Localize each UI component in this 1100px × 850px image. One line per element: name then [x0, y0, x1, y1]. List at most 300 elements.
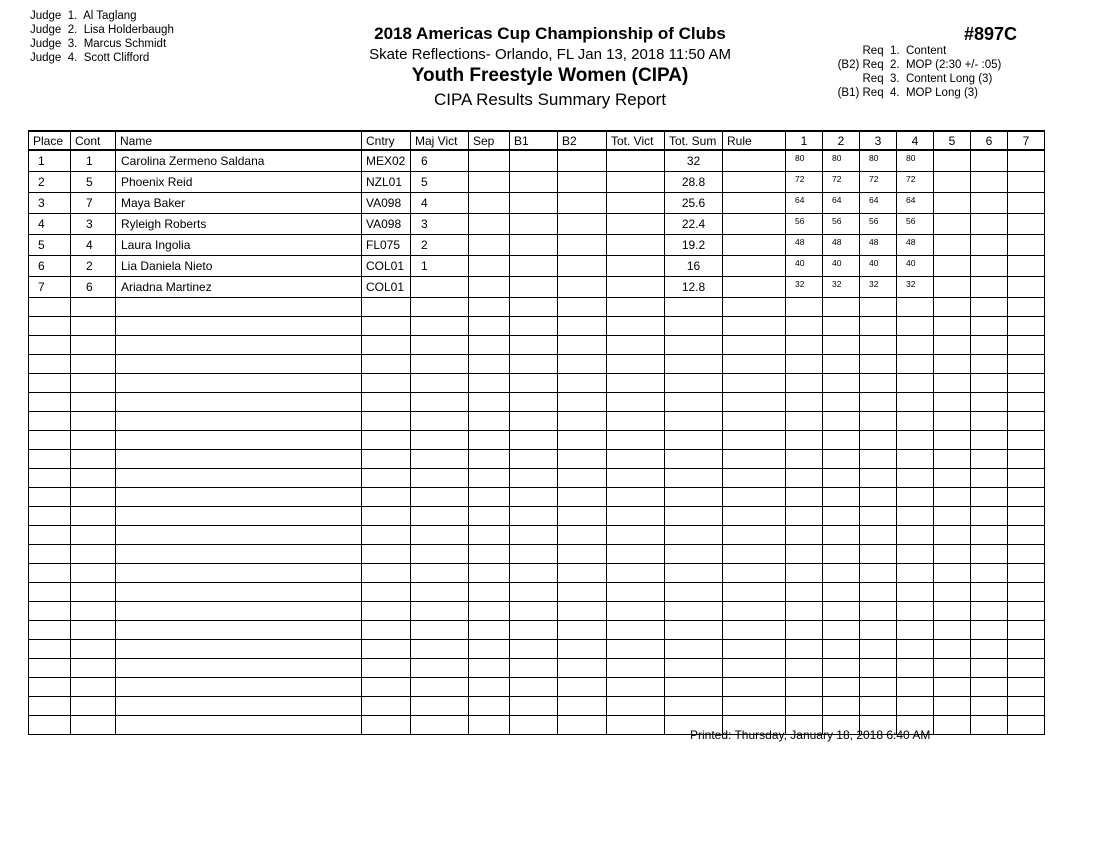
- table-cell: [723, 659, 786, 678]
- table-cell: [860, 526, 897, 545]
- table-cell: [934, 374, 971, 393]
- table-cell: [362, 507, 411, 526]
- table-cell: [723, 583, 786, 602]
- table-cell: [860, 412, 897, 431]
- report-title: CIPA Results Summary Report: [433, 90, 667, 109]
- table-cell: [510, 697, 558, 716]
- table-cell: [116, 716, 362, 735]
- column-header: 5: [934, 131, 971, 150]
- table-cell: 64: [823, 193, 860, 214]
- table-cell: [665, 507, 723, 526]
- table-cell: [1008, 678, 1045, 697]
- table-cell: [29, 355, 71, 374]
- table-cell: Ariadna Martinez: [116, 277, 362, 298]
- table-cell: [510, 659, 558, 678]
- table-cell: [116, 564, 362, 583]
- table-cell: [1008, 393, 1045, 412]
- table-cell: [971, 336, 1008, 355]
- table-cell: [510, 678, 558, 697]
- table-cell: [971, 507, 1008, 526]
- table-cell: [897, 374, 934, 393]
- column-header: 6: [971, 131, 1008, 150]
- table-cell: [411, 602, 469, 621]
- table-cell: [1008, 583, 1045, 602]
- table-cell: [469, 412, 510, 431]
- table-cell: [362, 488, 411, 507]
- table-cell: [29, 602, 71, 621]
- table-cell: [411, 678, 469, 697]
- table-cell: [1008, 214, 1045, 235]
- table-cell: [362, 336, 411, 355]
- table-cell: [823, 374, 860, 393]
- table-cell: [971, 659, 1008, 678]
- table-cell: 48: [786, 235, 823, 256]
- table-cell: [786, 374, 823, 393]
- table-cell: [1008, 431, 1045, 450]
- table-cell: [469, 488, 510, 507]
- table-cell: [116, 355, 362, 374]
- table-cell: [1008, 469, 1045, 488]
- table-cell: [607, 317, 665, 336]
- table-cell: [71, 488, 116, 507]
- table-cell: 64: [860, 193, 897, 214]
- table-cell: [71, 374, 116, 393]
- table-cell: [469, 256, 510, 277]
- table-cell: [29, 317, 71, 336]
- table-cell: [723, 450, 786, 469]
- table-cell: [860, 488, 897, 507]
- table-cell: [860, 298, 897, 317]
- table-cell: [971, 716, 1008, 735]
- table-cell: [510, 488, 558, 507]
- table-cell: [823, 697, 860, 716]
- table-cell: 2: [29, 172, 71, 193]
- table-cell: [362, 621, 411, 640]
- table-cell: [558, 150, 607, 172]
- table-cell: [510, 277, 558, 298]
- table-cell: [860, 317, 897, 336]
- table-cell: [116, 450, 362, 469]
- table-cell: [116, 393, 362, 412]
- table-cell: 1: [29, 150, 71, 172]
- table-cell: [116, 602, 362, 621]
- table-cell: [786, 659, 823, 678]
- table-cell: [469, 507, 510, 526]
- table-cell: [823, 469, 860, 488]
- table-cell: [510, 716, 558, 735]
- table-cell: 80: [786, 150, 823, 172]
- table-cell: [411, 564, 469, 583]
- table-cell: Laura Ingolia: [116, 235, 362, 256]
- table-cell: [897, 355, 934, 374]
- table-cell: [971, 583, 1008, 602]
- table-cell: [411, 431, 469, 450]
- table-cell: [362, 716, 411, 735]
- table-cell: [934, 545, 971, 564]
- table-cell: [116, 526, 362, 545]
- table-cell: [362, 355, 411, 374]
- table-cell: [558, 697, 607, 716]
- table-cell: [971, 214, 1008, 235]
- table-cell: [607, 412, 665, 431]
- table-cell: [786, 450, 823, 469]
- table-cell: 40: [786, 256, 823, 277]
- table-cell: [510, 355, 558, 374]
- table-cell: [971, 277, 1008, 298]
- table-cell: [362, 640, 411, 659]
- table-cell: [411, 450, 469, 469]
- table-cell: [723, 193, 786, 214]
- table-cell: [411, 659, 469, 678]
- table-cell: [411, 583, 469, 602]
- table-cell: [1008, 355, 1045, 374]
- table-cell: 72: [786, 172, 823, 193]
- table-cell: [411, 545, 469, 564]
- table-cell: [607, 659, 665, 678]
- table-row: [29, 374, 1045, 393]
- table-cell: [723, 355, 786, 374]
- table-cell: [71, 317, 116, 336]
- judge-line: Judge 4. Scott Clifford: [30, 52, 150, 64]
- table-cell: [1008, 488, 1045, 507]
- table-cell: 6: [71, 277, 116, 298]
- column-header: 4: [897, 131, 934, 150]
- table-cell: [510, 150, 558, 172]
- table-cell: [510, 602, 558, 621]
- table-cell: [469, 583, 510, 602]
- table-cell: [607, 214, 665, 235]
- table-cell: [607, 640, 665, 659]
- table-cell: [971, 235, 1008, 256]
- table-cell: [29, 526, 71, 545]
- table-cell: [934, 678, 971, 697]
- table-cell: [510, 374, 558, 393]
- table-cell: [860, 659, 897, 678]
- table-cell: [934, 277, 971, 298]
- table-cell: [607, 150, 665, 172]
- table-cell: [362, 697, 411, 716]
- table-cell: [971, 621, 1008, 640]
- table-cell: [860, 374, 897, 393]
- table-cell: 4: [29, 214, 71, 235]
- table-cell: [469, 640, 510, 659]
- table-cell: [897, 393, 934, 412]
- table-row: [29, 545, 1045, 564]
- table-cell: [469, 659, 510, 678]
- table-cell: [362, 678, 411, 697]
- table-cell: [665, 602, 723, 621]
- table-cell: [786, 336, 823, 355]
- table-cell: [934, 193, 971, 214]
- table-row: [29, 172, 1045, 193]
- table-cell: [823, 431, 860, 450]
- table-cell: [786, 412, 823, 431]
- table-cell: [71, 412, 116, 431]
- table-cell: [1008, 336, 1045, 355]
- table-cell: [723, 602, 786, 621]
- table-cell: [786, 583, 823, 602]
- requirement-label: 4. MOP Long (3): [890, 87, 978, 99]
- table-cell: [723, 317, 786, 336]
- table-cell: [934, 564, 971, 583]
- table-cell: [607, 678, 665, 697]
- table-cell: [510, 583, 558, 602]
- table-cell: [971, 412, 1008, 431]
- table-cell: [1008, 235, 1045, 256]
- table-cell: [786, 431, 823, 450]
- table-cell: [510, 193, 558, 214]
- table-cell: [510, 526, 558, 545]
- table-cell: MEX02: [362, 150, 411, 172]
- table-cell: [786, 697, 823, 716]
- column-header: Tot. Sum: [665, 131, 723, 150]
- table-cell: [897, 526, 934, 545]
- table-cell: [362, 564, 411, 583]
- table-cell: [71, 336, 116, 355]
- table-cell: [897, 507, 934, 526]
- table-cell: [1008, 450, 1045, 469]
- table-cell: [558, 393, 607, 412]
- table-cell: [362, 450, 411, 469]
- table-cell: [971, 298, 1008, 317]
- table-cell: 48: [860, 235, 897, 256]
- table-cell: [29, 545, 71, 564]
- table-cell: [29, 564, 71, 583]
- table-cell: [71, 678, 116, 697]
- table-cell: [823, 678, 860, 697]
- table-cell: 40: [860, 256, 897, 277]
- table-cell: [665, 393, 723, 412]
- column-header: 7: [1008, 131, 1045, 150]
- table-cell: [607, 469, 665, 488]
- table-cell: [971, 488, 1008, 507]
- table-cell: [29, 678, 71, 697]
- table-cell: [71, 583, 116, 602]
- table-cell: [71, 564, 116, 583]
- table-cell: [29, 621, 71, 640]
- table-cell: [558, 172, 607, 193]
- table-cell: [607, 235, 665, 256]
- table-cell: [558, 716, 607, 735]
- table-cell: [934, 488, 971, 507]
- table-cell: [1008, 507, 1045, 526]
- table-cell: [723, 256, 786, 277]
- table-cell: [607, 507, 665, 526]
- table-cell: [934, 214, 971, 235]
- table-cell: 25.6: [665, 193, 723, 214]
- table-cell: [116, 659, 362, 678]
- table-cell: [786, 355, 823, 374]
- table-cell: [558, 621, 607, 640]
- table-cell: [665, 488, 723, 507]
- table-cell: [723, 678, 786, 697]
- table-cell: 6: [411, 150, 469, 172]
- table-cell: [71, 697, 116, 716]
- table-cell: [665, 317, 723, 336]
- table-cell: [860, 507, 897, 526]
- table-cell: [934, 450, 971, 469]
- table-row: [29, 317, 1045, 336]
- table-cell: [934, 317, 971, 336]
- table-row: [29, 393, 1045, 412]
- table-cell: Phoenix Reid: [116, 172, 362, 193]
- table-cell: [362, 431, 411, 450]
- table-cell: 40: [823, 256, 860, 277]
- requirement-line: [838, 44, 1030, 58]
- table-cell: [971, 526, 1008, 545]
- table-cell: [362, 602, 411, 621]
- table-cell: [607, 256, 665, 277]
- table-cell: [934, 526, 971, 545]
- table-cell: [1008, 716, 1045, 735]
- table-cell: [723, 697, 786, 716]
- table-cell: [558, 526, 607, 545]
- table-cell: [71, 545, 116, 564]
- table-cell: [116, 640, 362, 659]
- table-cell: 80: [897, 150, 934, 172]
- table-cell: [362, 298, 411, 317]
- table-cell: [665, 355, 723, 374]
- table-cell: [469, 526, 510, 545]
- table-cell: [823, 602, 860, 621]
- table-cell: [971, 150, 1008, 172]
- table-cell: [786, 507, 823, 526]
- table-cell: [411, 621, 469, 640]
- table-cell: [510, 336, 558, 355]
- table-row: [29, 193, 1045, 214]
- table-cell: [665, 678, 723, 697]
- table-cell: [934, 659, 971, 678]
- table-row: [29, 640, 1045, 659]
- table-cell: [786, 621, 823, 640]
- table-cell: [971, 431, 1008, 450]
- table-cell: [1008, 298, 1045, 317]
- table-row: [29, 277, 1045, 298]
- table-cell: [897, 317, 934, 336]
- table-cell: [71, 450, 116, 469]
- table-cell: Lia Daniela Nieto: [116, 256, 362, 277]
- table-row: [29, 298, 1045, 317]
- table-cell: [558, 256, 607, 277]
- table-cell: [1008, 172, 1045, 193]
- table-cell: [510, 317, 558, 336]
- table-cell: [29, 659, 71, 678]
- table-cell: [934, 336, 971, 355]
- table-cell: [723, 545, 786, 564]
- table-header-row: [29, 131, 1045, 150]
- table-cell: [665, 374, 723, 393]
- table-cell: [116, 507, 362, 526]
- table-cell: 32: [665, 150, 723, 172]
- table-cell: [558, 507, 607, 526]
- table-cell: [823, 355, 860, 374]
- column-header: 1: [786, 131, 823, 150]
- table-cell: [469, 235, 510, 256]
- table-cell: [510, 298, 558, 317]
- table-cell: [665, 431, 723, 450]
- table-row: [29, 450, 1045, 469]
- table-cell: [665, 469, 723, 488]
- table-cell: [510, 450, 558, 469]
- table-row: [29, 412, 1045, 431]
- table-cell: [1008, 526, 1045, 545]
- table-cell: [1008, 374, 1045, 393]
- table-cell: [29, 374, 71, 393]
- table-row: [29, 235, 1045, 256]
- table-cell: 72: [860, 172, 897, 193]
- table-cell: [860, 640, 897, 659]
- table-cell: [934, 583, 971, 602]
- table-cell: [897, 469, 934, 488]
- table-cell: [1008, 256, 1045, 277]
- table-cell: [29, 469, 71, 488]
- table-cell: [469, 697, 510, 716]
- table-cell: [29, 431, 71, 450]
- table-cell: [558, 488, 607, 507]
- table-row: [29, 583, 1045, 602]
- table-cell: [558, 355, 607, 374]
- table-cell: [786, 640, 823, 659]
- table-cell: [510, 412, 558, 431]
- table-cell: [1008, 621, 1045, 640]
- table-cell: [607, 374, 665, 393]
- table-cell: [665, 621, 723, 640]
- table-cell: [558, 193, 607, 214]
- table-cell: [665, 450, 723, 469]
- table-cell: [823, 317, 860, 336]
- table-cell: [665, 564, 723, 583]
- table-cell: [362, 583, 411, 602]
- table-cell: [971, 450, 1008, 469]
- table-cell: [897, 640, 934, 659]
- table-cell: [860, 697, 897, 716]
- table-cell: 56: [823, 214, 860, 235]
- judge-line: Judge 2. Lisa Holderbaugh: [30, 24, 174, 36]
- table-cell: [860, 450, 897, 469]
- table-cell: [665, 526, 723, 545]
- table-cell: [71, 602, 116, 621]
- table-cell: [510, 256, 558, 277]
- table-cell: 7: [29, 277, 71, 298]
- table-cell: [469, 336, 510, 355]
- table-cell: [897, 336, 934, 355]
- requirement-label: 2. MOP (2:30 +/- :05): [890, 59, 1002, 71]
- table-cell: 4: [71, 235, 116, 256]
- table-cell: [558, 412, 607, 431]
- table-cell: [607, 621, 665, 640]
- table-row: [29, 659, 1045, 678]
- table-cell: [897, 659, 934, 678]
- table-cell: Maya Baker: [116, 193, 362, 214]
- table-cell: [558, 602, 607, 621]
- table-cell: [29, 697, 71, 716]
- table-cell: [469, 172, 510, 193]
- table-cell: [860, 564, 897, 583]
- table-cell: 4: [411, 193, 469, 214]
- table-cell: [934, 393, 971, 412]
- table-cell: [1008, 150, 1045, 172]
- table-cell: [934, 602, 971, 621]
- table-cell: [607, 431, 665, 450]
- table-cell: 32: [823, 277, 860, 298]
- table-cell: [469, 564, 510, 583]
- table-cell: [723, 564, 786, 583]
- requirement-line: [838, 72, 1030, 86]
- table-cell: 80: [860, 150, 897, 172]
- table-cell: [29, 298, 71, 317]
- table-cell: [823, 583, 860, 602]
- table-cell: [823, 659, 860, 678]
